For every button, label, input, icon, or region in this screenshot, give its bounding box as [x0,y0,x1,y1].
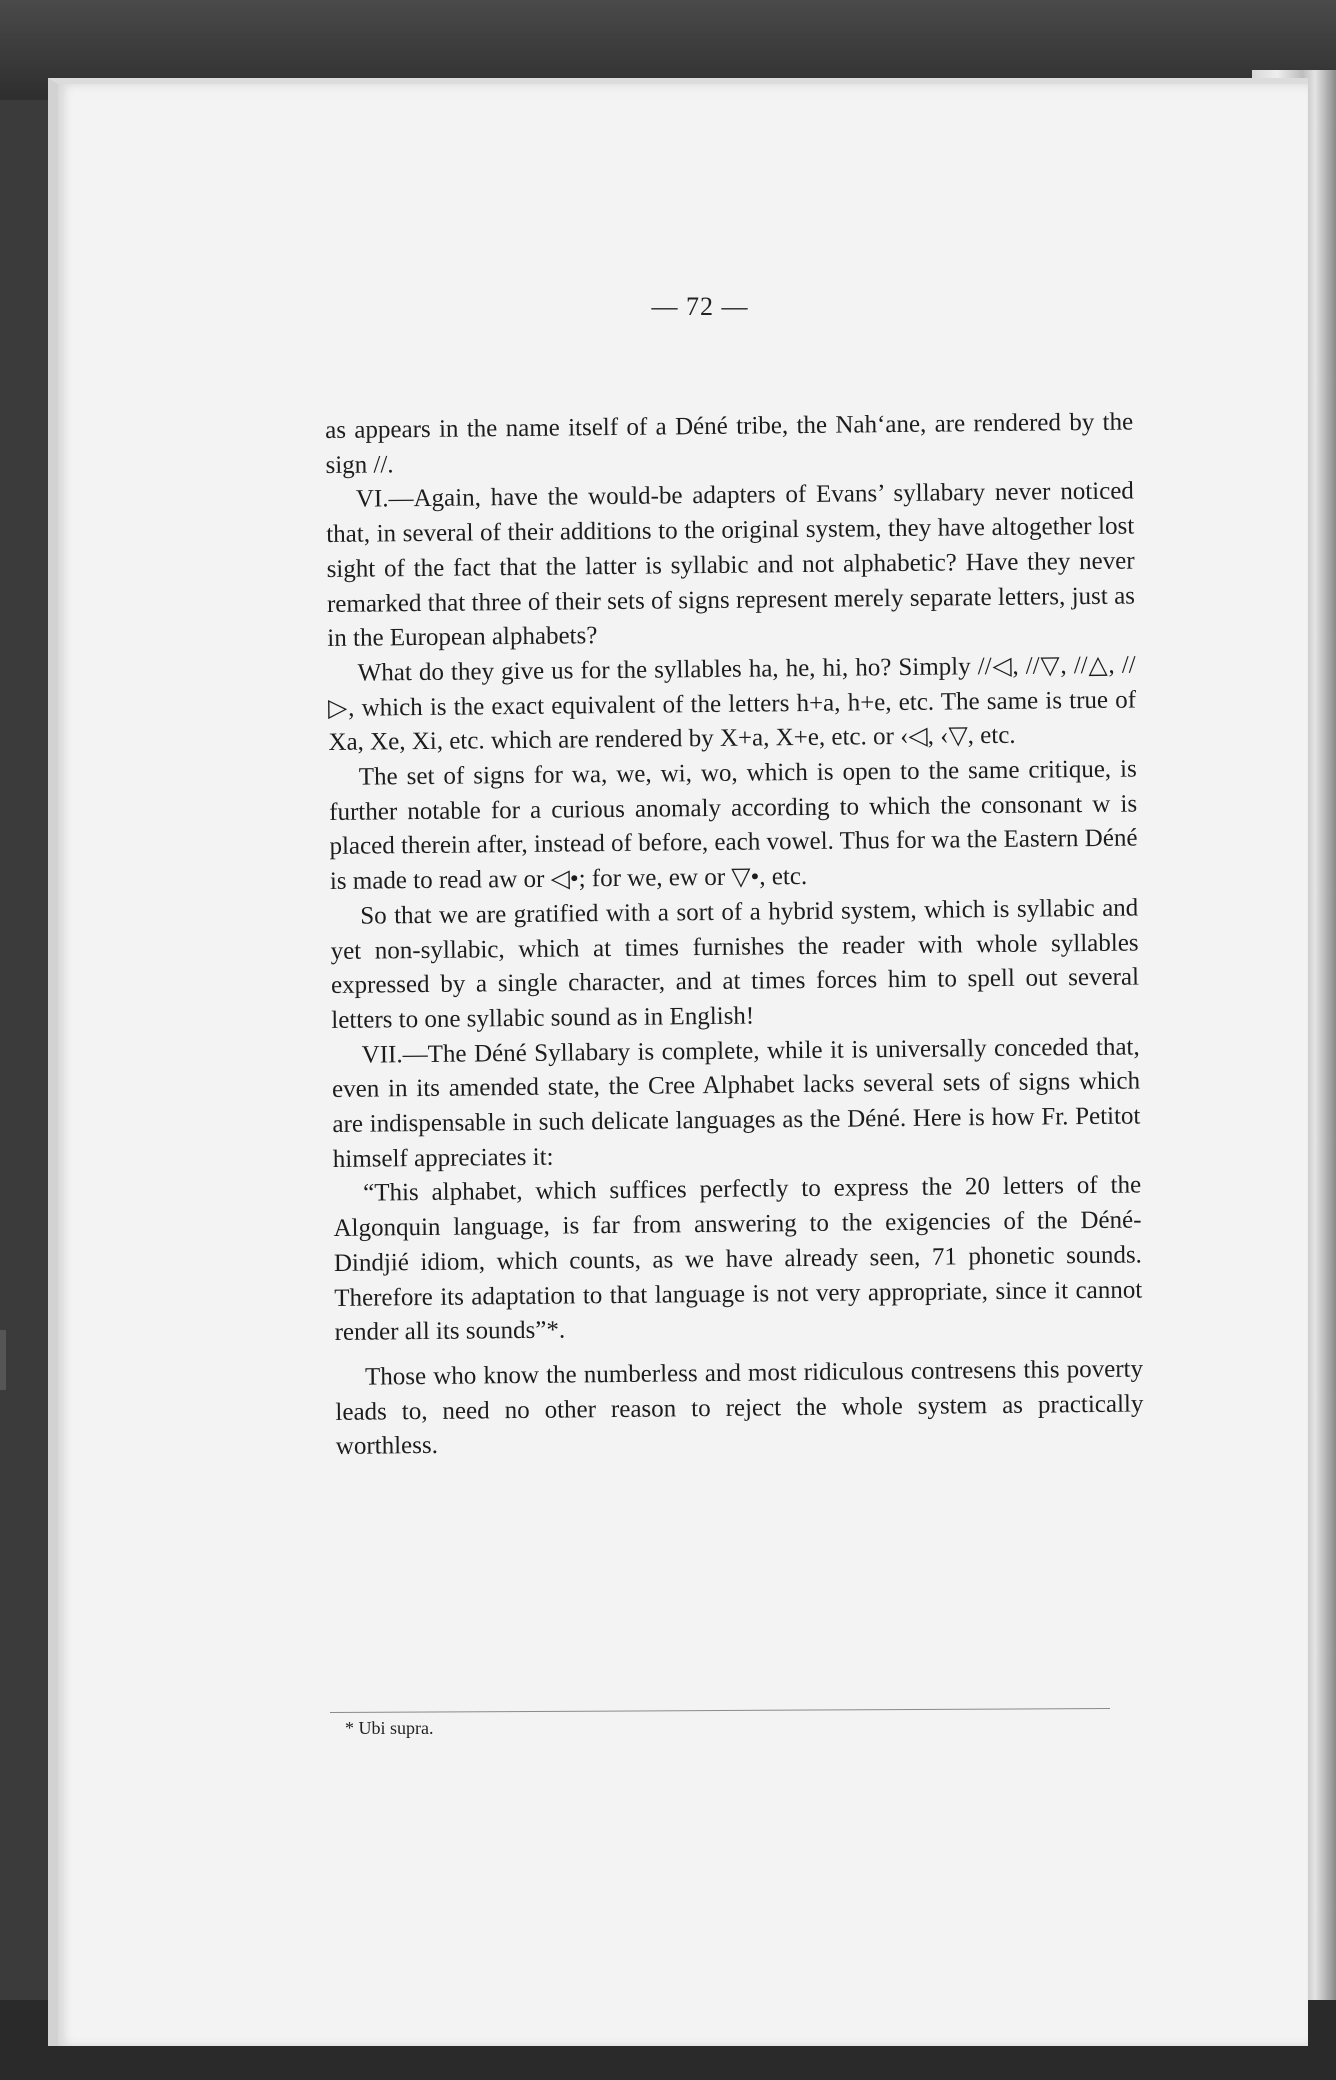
paragraph: What do they give us for the syllables ha, he, hi, ho? Simply //◁, //▽, //△, //▷, which is the exact equivalent of the letters h+a, h+e, etc. The same is true of Xa, Xe, Xi, etc. which are rendered by X+a, X+e, etc. or ‹◁, ‹▽, etc. [327,651,1137,757]
paragraph: VII.—The Déné Syllabary is complete, while it is universally conceded that, even in its amended state, the Cree Alphabet lacks several sets of signs which are indispensable in such delicate languages as the Déné. Here is how Fr. Petitot himself appreciates it: [331,1033,1141,1173]
paragraph: Those who know the numberless and most ridiculous contresens this poverty leads to, need no other reason to reject the whole system as practically worthless. [335,1355,1144,1461]
page-body [325,406,1144,1465]
scan-edge-mark [0,1330,6,1390]
footnote: * Ubi supra. [345,1718,434,1738]
paragraph: VI.—Again, have the would-be adapters of Evans’ syllabary never noticed that, in several of their additions to the original system, they have altogether lost sight of the fact that the latter is syllabic and not alphabetic? Have they never remarked that three of their sets of signs represent merely separate letters, just as in the European alphabets? [326,477,1136,653]
paragraph: as appears in the name itself of a Déné tribe, the Nah‘ane, are rendered by the sign //. [325,408,1134,479]
page-number: — 72 — [651,292,749,321]
quotation-paragraph: “This alphabet, which suffices perfectly to express the 20 letters of the Algonquin language, is far from answering to the exigencies of the Déné-Dindjié idiom, which counts, as we have already seen, 71 phonetic sounds. Therefore its adaptation to that language is not very appropriate, since it cannot render all its sounds”*. [333,1171,1143,1347]
paragraph: The set of signs for wa, we, wi, wo, which is open to the same critique, is further notable for a curious anomaly according to which the consonant w is placed therein after, instead of before, each vowel. Thus for wa the Eastern Déné is made to read aw or ◁•; for we, ew or ▽•, etc. [329,755,1138,896]
paragraph: So that we are gratified with a sort of a hybrid system, which is syllabic and yet non-syllabic, which at times furnishes the reader with whole syllables expressed by a single character, and at times forces him to spell out several letters to one syllabic sound as in English! [330,894,1140,1034]
